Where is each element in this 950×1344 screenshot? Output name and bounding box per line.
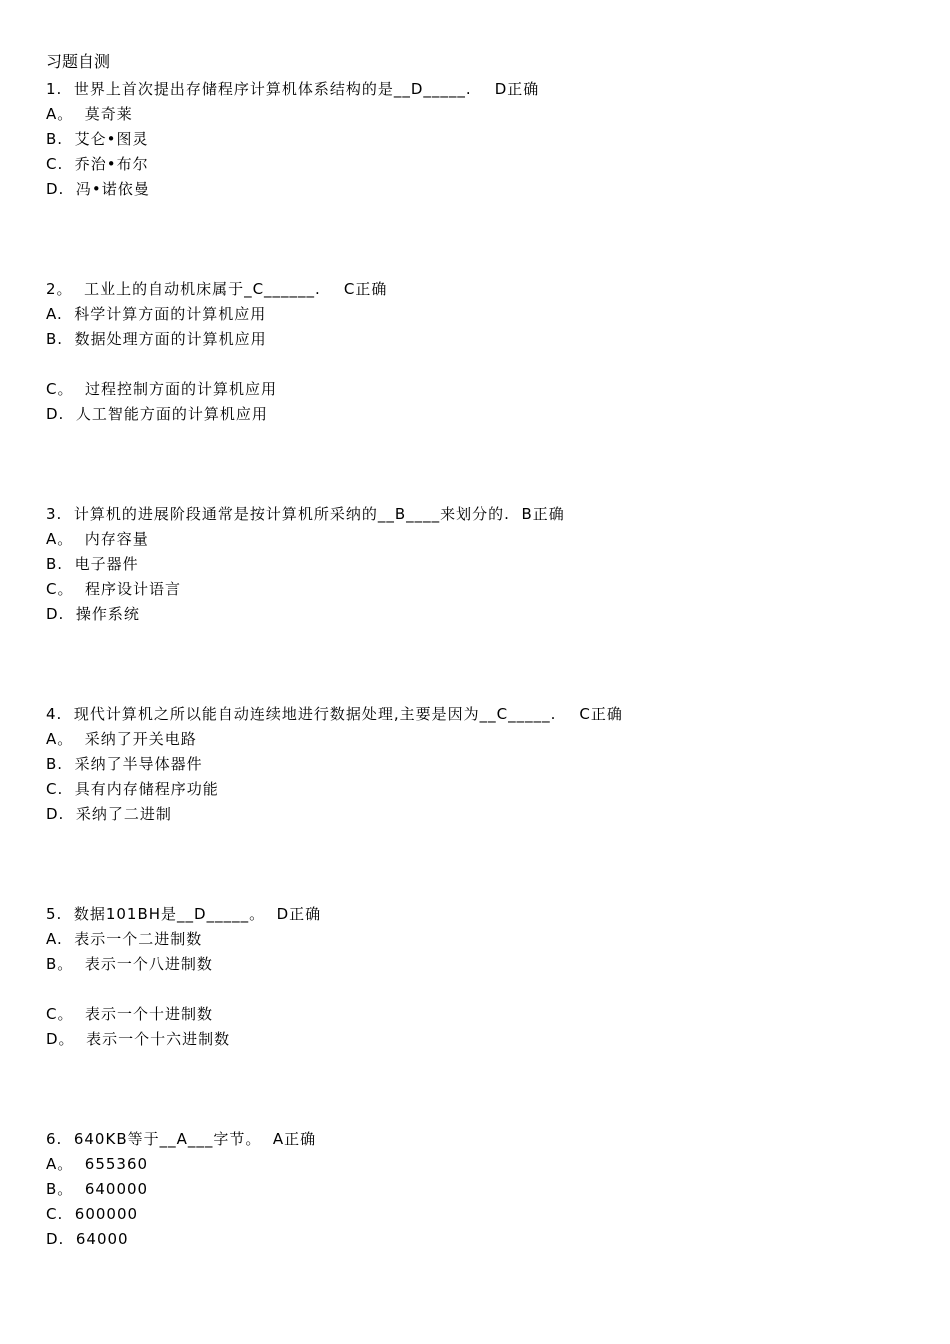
question-6 <box>46 1127 926 1252</box>
question-4 <box>46 702 926 827</box>
option-c: C. 具有内存储程序功能 <box>46 780 219 798</box>
question-stem: 2。 工业上的自动机床属于_C______. C正确 <box>46 280 388 298</box>
option-a: A. 科学计算方面的计算机应用 <box>46 305 267 323</box>
blank-line <box>46 352 926 377</box>
question-stem: 5. 数据101BH是__D_____。 D正确 <box>46 905 322 923</box>
option-c: C. 乔治•布尔 <box>46 155 149 173</box>
question-1 <box>46 77 926 202</box>
question-3 <box>46 502 926 627</box>
option-a: A。 655360 <box>46 1155 149 1173</box>
option-a: A。 内存容量 <box>46 530 149 548</box>
option-b: B. 电子器件 <box>46 555 139 573</box>
option-c: C. 600000 <box>46 1205 139 1223</box>
option-a: A. 表示一个二进制数 <box>46 930 203 948</box>
question-2 <box>46 277 926 427</box>
document-page <box>46 52 926 1252</box>
blank-line <box>46 977 926 1002</box>
option-b: B. 数据处理方面的计算机应用 <box>46 330 267 348</box>
option-d: D. 冯•诺依曼 <box>46 180 150 198</box>
option-a: A。 采纳了开关电路 <box>46 730 197 748</box>
question-stem: 4. 现代计算机之所以能自动连续地进行数据处理,主要是因为__C_____. C正确 <box>46 705 623 723</box>
option-b: B. 艾仑•图灵 <box>46 130 149 148</box>
question-stem: 3. 计算机的进展阶段通常是按计算机所采纳的__B____来划分的. B正确 <box>46 505 565 523</box>
option-d: D. 采纳了二进制 <box>46 805 172 823</box>
option-c: C。 程序设计语言 <box>46 580 182 598</box>
option-b: B。 640000 <box>46 1180 149 1198</box>
question-stem: 1. 世界上首次提出存储程序计算机体系结构的是__D_____. D正确 <box>46 80 540 98</box>
option-c: C。 过程控制方面的计算机应用 <box>46 380 278 398</box>
option-d: D. 人工智能方面的计算机应用 <box>46 405 268 423</box>
question-5 <box>46 902 926 1052</box>
option-d: D. 操作系统 <box>46 605 140 623</box>
option-c: C。 表示一个十进制数 <box>46 1005 214 1023</box>
option-b: B。 表示一个八进制数 <box>46 955 213 973</box>
option-b: B. 采纳了半导体器件 <box>46 755 203 773</box>
option-d: D。 表示一个十六进制数 <box>46 1030 231 1048</box>
document-title: 习题自测 <box>46 52 111 71</box>
question-stem: 6. 640KB等于__A___字节。 A正确 <box>46 1130 317 1148</box>
option-d: D. 64000 <box>46 1230 129 1248</box>
option-a: A。 莫奇莱 <box>46 105 133 123</box>
